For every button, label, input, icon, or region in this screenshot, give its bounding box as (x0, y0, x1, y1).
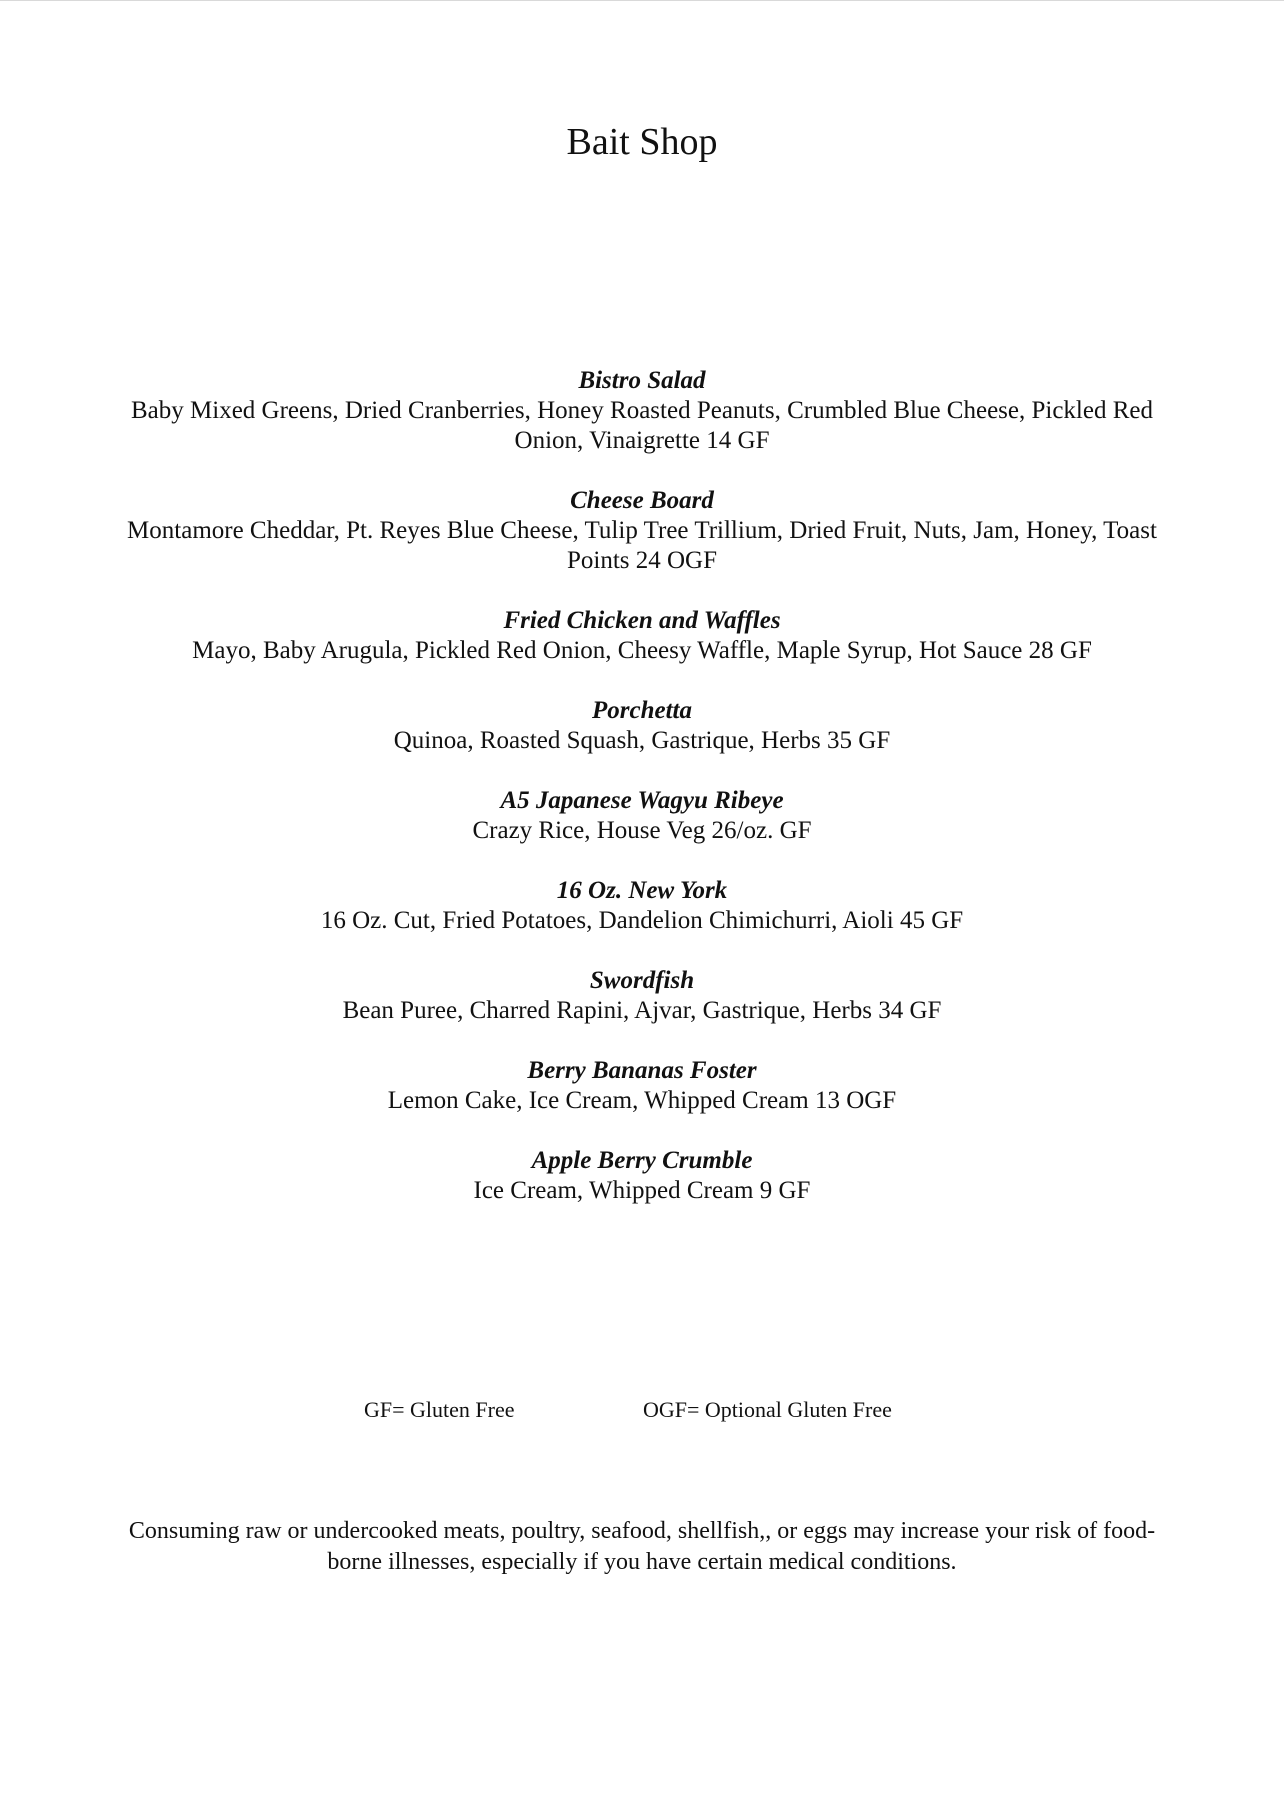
menu-list (0, 366, 1284, 1236)
menu-item-description: Baby Mixed Greens, Dried Cranberries, Honey Roasted Peanuts, Crumbled Blue Cheese, Pickled Red Onion, Vinaigrette 14 GF (131, 397, 1153, 454)
health-disclaimer: Consuming raw or undercooked meats, poultry, seafood, shellfish,, or eggs may increase your risk of food-borne illnesses, especially if you have certain medical conditions. (128, 1518, 1156, 1575)
menu-item-name: Fried Chicken and Waffles (503, 607, 781, 634)
menu-item-a5-wagyu-ribeye (112, 786, 1172, 846)
menu-item-description: Crazy Rice, House Veg 26/oz. GF (472, 817, 812, 844)
menu-item-name: Swordfish (589, 967, 695, 994)
top-divider (0, 0, 1284, 1)
menu-item-description: Lemon Cake, Ice Cream, Whipped Cream 13 OGF (387, 1087, 897, 1114)
menu-item-berry-bananas-foster (112, 1056, 1172, 1116)
page-title: Bait Shop (566, 121, 718, 163)
menu-item-name: Porchetta (592, 697, 692, 724)
menu-item-description: Montamore Cheddar, Pt. Reyes Blue Cheese, Tulip Tree Trillium, Dried Fruit, Nuts, Jam, Honey, Toast Points 24 OGF (127, 517, 1157, 574)
menu-item-description: Mayo, Baby Arugula, Pickled Red Onion, Cheesy Waffle, Maple Syrup, Hot Sauce 28 GF (192, 637, 1092, 664)
menu-item-apple-berry-crumble (112, 1146, 1172, 1206)
menu-item-porchetta (112, 696, 1172, 756)
menu-item-name: Apple Berry Crumble (531, 1147, 753, 1174)
menu-item-name: A5 Japanese Wagyu Ribeye (500, 787, 784, 814)
menu-item-cheese-board (112, 486, 1172, 576)
legend-optional-gluten-free: OGF= Optional Gluten Free (643, 1397, 892, 1422)
menu-item-name: Bistro Salad (578, 367, 706, 394)
legend-gluten-free: GF= Gluten Free (364, 1397, 515, 1422)
menu-item-description: Quinoa, Roasted Squash, Gastrique, Herbs 35 GF (393, 727, 891, 754)
menu-item-name: Berry Bananas Foster (527, 1057, 757, 1084)
menu-item-description: 16 Oz. Cut, Fried Potatoes, Dandelion Chimichurri, Aioli 45 GF (320, 907, 964, 934)
menu-item-fried-chicken-and-waffles (112, 606, 1172, 666)
menu-item-name: Cheese Board (570, 487, 714, 514)
menu-item-bistro-salad (112, 366, 1172, 456)
menu-item-description: Ice Cream, Whipped Cream 9 GF (473, 1177, 811, 1204)
menu-item-name: 16 Oz. New York (556, 877, 728, 904)
menu-item-16-oz-new-york (112, 876, 1172, 936)
menu-item-swordfish (112, 966, 1172, 1026)
menu-item-description: Bean Puree, Charred Rapini, Ajvar, Gastrique, Herbs 34 GF (342, 997, 942, 1024)
